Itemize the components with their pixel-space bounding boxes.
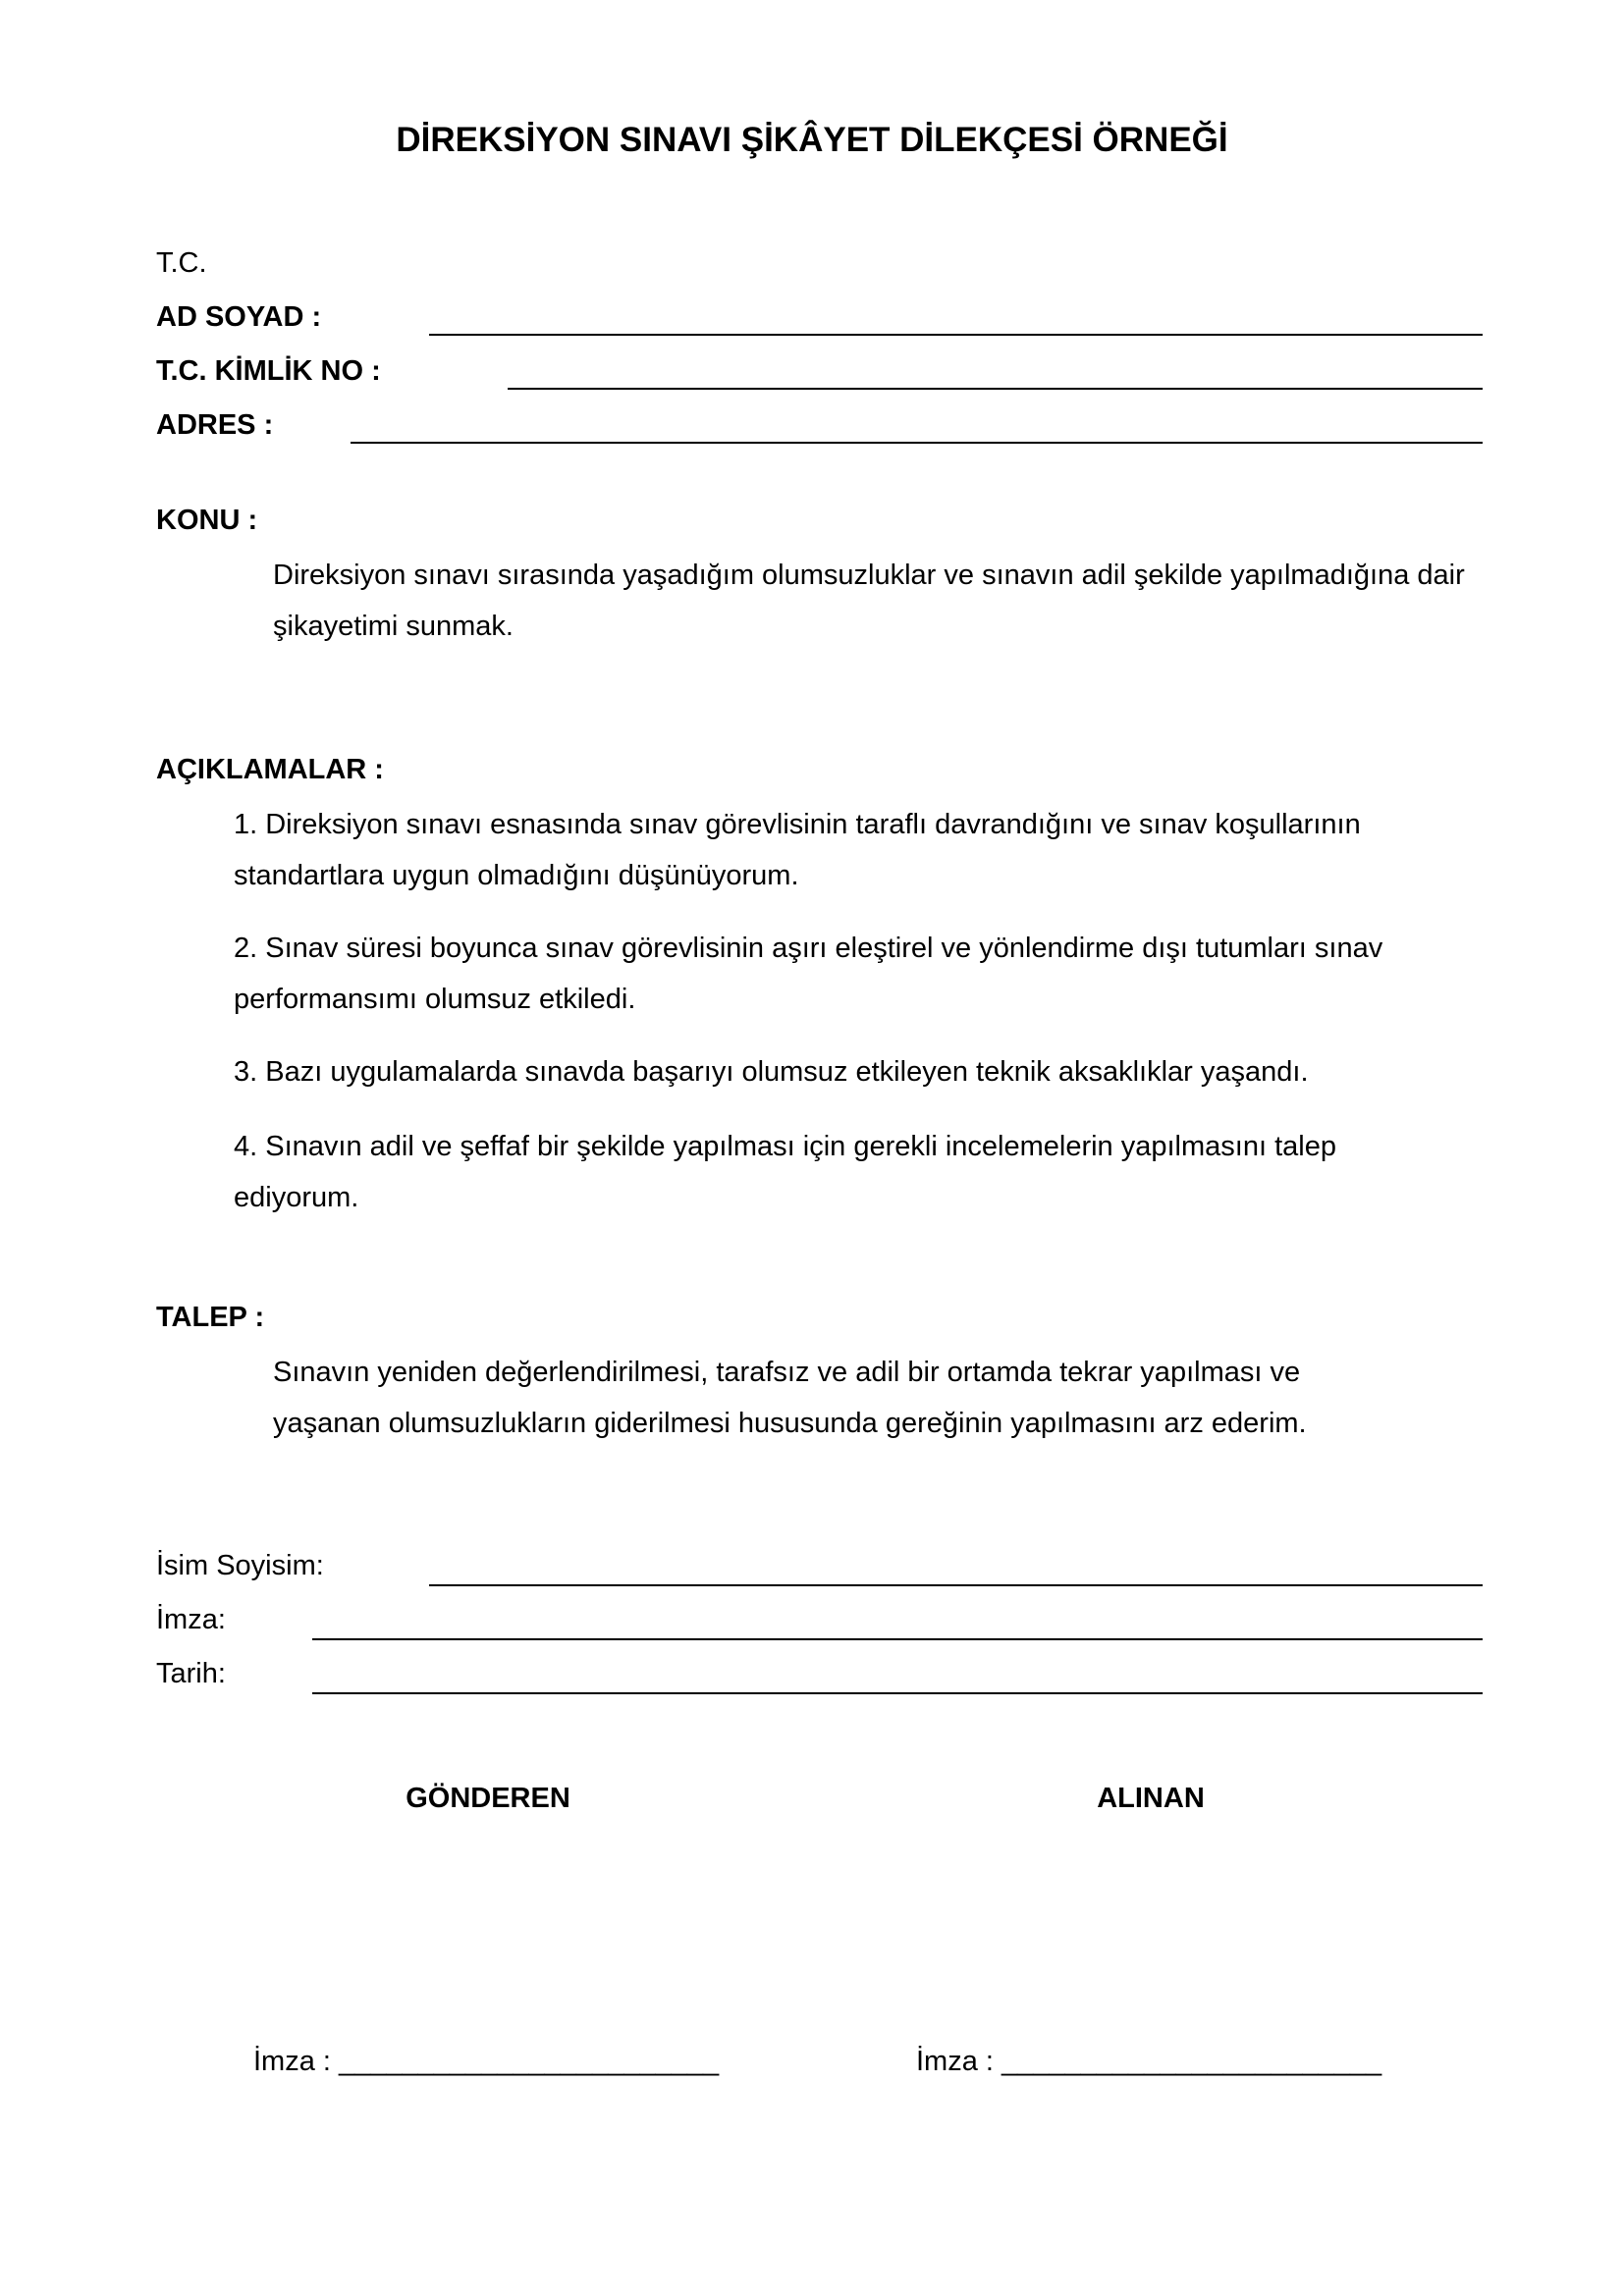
signature-label: İmza: xyxy=(156,1604,226,1635)
explanation-item-3: 3. Bazı uygulamalarda sınavda başarıyı olumsuz etkileyen teknik aksaklıklar yaşandı. xyxy=(234,1056,1309,1088)
request-heading: TALEP : xyxy=(156,1302,265,1333)
id-number-input-line[interactable] xyxy=(508,388,1483,390)
tc-label: T.C. xyxy=(156,247,207,279)
document-title: DİREKSİYON SINAVI ŞİKÂYET DİLEKÇESİ ÖRNEĞİ xyxy=(396,121,1228,159)
receiver-signature-line[interactable]: İmza : ________________________ xyxy=(916,2046,1382,2077)
date-label: Tarih: xyxy=(156,1658,226,1689)
sender-signature-line[interactable]: İmza : ________________________ xyxy=(253,2046,720,2077)
signature-input-line[interactable] xyxy=(312,1638,1483,1640)
explanations-heading: AÇIKLAMALAR : xyxy=(156,754,384,785)
signature-name-input-line[interactable] xyxy=(429,1584,1483,1586)
subject-heading: KONU : xyxy=(156,505,258,536)
subject-text: Direksiyon sınavı sırasında yaşadığım olumsuzluklar ve sınavın adil şekilde yapılmadığına dair şikayetimi sunmak. xyxy=(273,560,1465,642)
signature-name-label: İsim Soyisim: xyxy=(156,1550,324,1581)
receiver-heading: ALINAN xyxy=(1097,1783,1205,1814)
explanation-item-2: 2. Sınav süresi boyunca sınav görevlisinin aşırı eleştirel ve yönlendirme dışı tutumları sınav performansımı olumsuz etkiledi. xyxy=(234,933,1383,1015)
explanation-item-1: 1. Direksiyon sınavı esnasında sınav görevlisinin taraflı davrandığını ve sınav koşullarının standartlara uygun olmadığını düşünüyorum. xyxy=(234,809,1361,891)
sender-heading: GÖNDEREN xyxy=(406,1783,570,1814)
name-label: AD SOYAD : xyxy=(156,301,322,333)
explanation-item-4: 4. Sınavın adil ve şeffaf bir şekilde yapılması için gerekli incelemelerin yapılmasını talep ediyorum. xyxy=(234,1131,1336,1213)
id-number-label: T.C. KİMLİK NO : xyxy=(156,355,381,387)
date-input-line[interactable] xyxy=(312,1692,1483,1694)
name-input-line[interactable] xyxy=(429,334,1483,336)
address-input-line[interactable] xyxy=(351,442,1483,444)
address-label: ADRES : xyxy=(156,409,274,441)
request-text: Sınavın yeniden değerlendirilmesi, tarafsız ve adil bir ortamda tekrar yapılması ve yaşanan olumsuzlukların giderilmesi hususunda gereğinin yapılmasını arz ederim. xyxy=(273,1357,1307,1439)
